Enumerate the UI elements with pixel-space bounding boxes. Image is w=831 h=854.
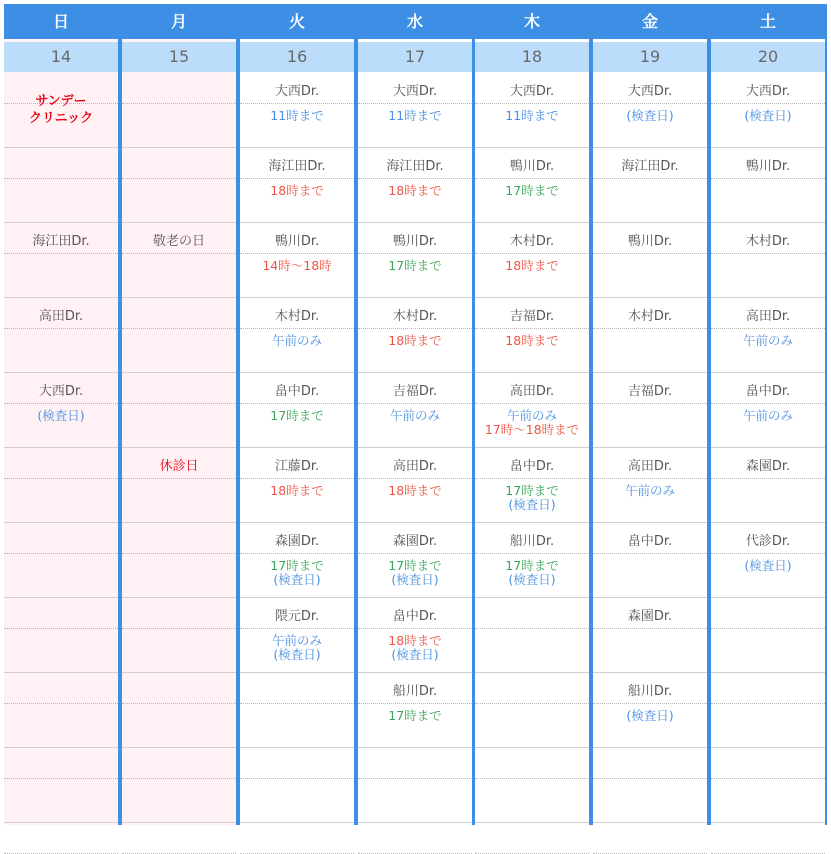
slot-divider [4, 747, 118, 748]
slot-dotted-divider [593, 253, 707, 254]
doctor-name: 高田Dr. [509, 384, 555, 399]
slot-divider [711, 672, 825, 673]
slot-dotted-divider [593, 478, 707, 479]
hours-note-line: 18時まで [505, 333, 559, 348]
slot-divider [122, 822, 236, 823]
slot-dotted-divider [475, 478, 589, 479]
hours-note [358, 634, 472, 662]
doctor-name: 海江田Dr. [268, 159, 326, 174]
slot-dotted-divider [593, 103, 707, 104]
hours-note [4, 409, 118, 423]
hours-note-line: 17時まで [388, 258, 442, 273]
doctor-name: 大西Dr. [274, 84, 320, 99]
slot-divider [475, 672, 589, 673]
slot-dotted-divider [4, 628, 118, 629]
day-column [358, 4, 472, 825]
hours-note-line: (検査日) [273, 572, 321, 587]
hours-note-line: (検査日) [508, 572, 556, 587]
slot-dotted-divider [4, 703, 118, 704]
slot-divider [475, 147, 589, 148]
slot-divider [122, 522, 236, 523]
hours-note-line: 午前のみ [389, 408, 440, 423]
slot-dotted-divider [358, 778, 472, 779]
slot-divider [593, 822, 707, 823]
slot-dotted-divider [593, 328, 707, 329]
doctor-name: 木村Dr. [509, 234, 555, 249]
hours-note [711, 334, 825, 348]
hours-note-line: (検査日) [391, 647, 439, 662]
slot-dotted-divider [122, 778, 236, 779]
slot-dotted-divider [711, 553, 825, 554]
slot-divider [4, 147, 118, 148]
doctor-name: 木村Dr. [274, 309, 320, 324]
slot-divider [358, 447, 472, 448]
hours-note-line: 11時まで [388, 108, 442, 123]
slot-divider [593, 372, 707, 373]
day-column [4, 4, 118, 825]
hours-note [475, 109, 589, 123]
hours-note [475, 409, 589, 437]
slot-dotted-divider [240, 328, 354, 329]
hours-note [475, 559, 589, 587]
slot-divider [122, 672, 236, 673]
day-column [240, 4, 354, 825]
slot-divider [240, 597, 354, 598]
doctor-name: 木村Dr. [745, 234, 791, 249]
weekday-header: 日 [4, 4, 118, 39]
slot-dotted-divider [4, 178, 118, 179]
slot-dotted-divider [475, 253, 589, 254]
slot-divider [122, 147, 236, 148]
doctor-name: 江藤Dr. [274, 459, 320, 474]
doctor-name: 高田Dr. [745, 309, 791, 324]
slot-dotted-divider [240, 253, 354, 254]
hours-note [593, 484, 707, 498]
hours-note [240, 559, 354, 587]
doctor-name: 木村Dr. [627, 309, 673, 324]
hours-note-line: (検査日) [391, 572, 439, 587]
slot-divider [4, 822, 118, 823]
slot-divider [593, 747, 707, 748]
slot-divider [4, 447, 118, 448]
slot-dotted-divider [711, 478, 825, 479]
doctor-name: 大西Dr. [627, 84, 673, 99]
doctor-name: 代診Dr. [745, 534, 791, 549]
doctor-name: 畠中Dr. [274, 384, 320, 399]
slot-dotted-divider [593, 628, 707, 629]
slot-dotted-divider [358, 178, 472, 179]
doctor-name: 船川Dr. [392, 684, 438, 699]
hours-note-line: 17時まで [388, 708, 442, 723]
hours-note-line: 18時まで [388, 333, 442, 348]
slot-divider [475, 372, 589, 373]
hours-note-line: 18時まで [270, 183, 324, 198]
slot-divider [711, 222, 825, 223]
hours-note-line: 18時まで [270, 483, 324, 498]
slot-divider [711, 297, 825, 298]
doctor-name: 畠中Dr. [745, 384, 791, 399]
doctor-name: 吉福Dr. [627, 384, 673, 399]
doctor-name: 吉福Dr. [392, 384, 438, 399]
slot-dotted-divider [593, 703, 707, 704]
hours-note-line: 午前のみ [742, 408, 793, 423]
weekday-header: 木 [475, 4, 589, 39]
hours-note [711, 109, 825, 123]
doctor-name: 森園Dr. [627, 609, 673, 624]
hours-note [358, 484, 472, 498]
hours-note-line: 17時まで [270, 408, 324, 423]
slot-dotted-divider [475, 103, 589, 104]
hours-note [240, 334, 354, 348]
doctor-name: 大西Dr. [745, 84, 791, 99]
slot-divider [475, 222, 589, 223]
slot-divider [358, 297, 472, 298]
slot-dotted-divider [475, 778, 589, 779]
date-cell: 14 [4, 42, 118, 72]
doctor-name: 鴨川Dr. [274, 234, 320, 249]
hours-note-line: 午前のみ [742, 333, 793, 348]
weekday-header: 土 [711, 4, 825, 39]
slot-divider [4, 597, 118, 598]
hours-note [358, 334, 472, 348]
slot-dotted-divider [240, 103, 354, 104]
slot-divider [240, 147, 354, 148]
slot-divider [4, 297, 118, 298]
slot-divider [711, 447, 825, 448]
slot-divider [358, 822, 472, 823]
doctor-name: 船川Dr. [627, 684, 673, 699]
hours-note-line: 17時まで [505, 483, 559, 498]
slot-dotted-divider [4, 778, 118, 779]
slot-dotted-divider [711, 178, 825, 179]
slot-divider [711, 822, 825, 823]
hours-note [240, 409, 354, 423]
slot-dotted-divider [240, 178, 354, 179]
slot-divider [475, 747, 589, 748]
slot-divider [711, 522, 825, 523]
slot-divider [240, 747, 354, 748]
slot-divider [593, 297, 707, 298]
slot-divider [240, 822, 354, 823]
slot-dotted-divider [593, 553, 707, 554]
slot-divider [122, 747, 236, 748]
hours-note [475, 259, 589, 273]
slot-dotted-divider [4, 478, 118, 479]
slot-divider [358, 672, 472, 673]
slot-divider [593, 147, 707, 148]
slot-divider [475, 822, 589, 823]
slot-dotted-divider [711, 703, 825, 704]
hours-note-line: 18時まで [388, 633, 442, 648]
slot-dotted-divider [475, 328, 589, 329]
hours-note [358, 259, 472, 273]
slot-dotted-divider [4, 253, 118, 254]
hours-note-line: 18時まで [505, 258, 559, 273]
hours-note-line: 17時～18時まで [484, 422, 580, 437]
hours-note-line: 11時まで [505, 108, 559, 123]
slot-dotted-divider [475, 703, 589, 704]
day-column [122, 4, 236, 825]
doctor-name: 鴨川Dr. [392, 234, 438, 249]
slot-divider [711, 372, 825, 373]
slot-dotted-divider [122, 178, 236, 179]
slot-dotted-divider [122, 628, 236, 629]
hours-note-line: 18時まで [388, 483, 442, 498]
slot-dotted-divider [593, 403, 707, 404]
doctor-name: 大西Dr. [509, 84, 555, 99]
slot-dotted-divider [4, 328, 118, 329]
slot-divider [358, 147, 472, 148]
doctor-name: 高田Dr. [627, 459, 673, 474]
hours-note-line: 17時まで [270, 558, 324, 573]
slot-divider [593, 222, 707, 223]
doctor-name: 森園Dr. [745, 459, 791, 474]
hours-note-line: (検査日) [508, 497, 556, 512]
slot-divider [711, 597, 825, 598]
slot-dotted-divider [358, 253, 472, 254]
slot-dotted-divider [711, 778, 825, 779]
slot-divider [4, 522, 118, 523]
slot-dotted-divider [4, 553, 118, 554]
slot-divider [240, 222, 354, 223]
hours-note-line: (検査日) [626, 708, 674, 723]
hours-note [475, 334, 589, 348]
hours-note-line: 18時まで [388, 183, 442, 198]
slot-dotted-divider [122, 553, 236, 554]
hours-note-line: 17時まで [505, 558, 559, 573]
day-column [475, 4, 589, 825]
slot-dotted-divider [122, 403, 236, 404]
slot-dotted-divider [358, 628, 472, 629]
slot-divider [358, 522, 472, 523]
slot-dotted-divider [475, 403, 589, 404]
hours-note [358, 184, 472, 198]
slot-divider [122, 597, 236, 598]
hours-note-line: 午前のみ [271, 333, 322, 348]
doctor-name: 船川Dr. [509, 534, 555, 549]
slot-dotted-divider [240, 778, 354, 779]
slot-divider [122, 297, 236, 298]
day-column [711, 4, 825, 825]
slot-dotted-divider [122, 328, 236, 329]
doctor-name: 鴨川Dr. [509, 159, 555, 174]
doctor-name: 大西Dr. [392, 84, 438, 99]
slot-divider [711, 747, 825, 748]
doctor-name: 海江田Dr. [386, 159, 444, 174]
slot-divider [122, 447, 236, 448]
hours-note-line: (検査日) [626, 108, 674, 123]
slot-divider [240, 297, 354, 298]
hours-note [475, 184, 589, 198]
holiday-label: 敬老の日 [152, 234, 205, 249]
slot-dotted-divider [711, 403, 825, 404]
slot-divider [358, 747, 472, 748]
hours-note [593, 709, 707, 723]
slot-dotted-divider [358, 478, 472, 479]
slot-divider [475, 297, 589, 298]
hours-note [358, 559, 472, 587]
slot-divider [122, 372, 236, 373]
hours-note-line: (検査日) [744, 108, 792, 123]
doctor-name: 海江田Dr. [621, 159, 679, 174]
doctor-name: 海江田Dr. [32, 234, 90, 249]
hours-note [240, 484, 354, 498]
slot-dotted-divider [358, 103, 472, 104]
doctor-name: 畠中Dr. [392, 609, 438, 624]
date-cell: 16 [240, 42, 354, 72]
doctor-name: 高田Dr. [38, 309, 84, 324]
slot-dotted-divider [475, 178, 589, 179]
slot-dotted-divider [240, 403, 354, 404]
slot-dotted-divider [711, 628, 825, 629]
doctor-name: 鴨川Dr. [745, 159, 791, 174]
hours-note [240, 634, 354, 662]
hours-note-line: 午前のみ [624, 483, 675, 498]
hours-note [711, 409, 825, 423]
doctor-name: 隈元Dr. [274, 609, 320, 624]
slot-dotted-divider [122, 478, 236, 479]
weekday-header: 月 [122, 4, 236, 39]
weekly-doctor-schedule [4, 4, 827, 825]
weekday-header: 金 [593, 4, 707, 39]
date-cell: 18 [475, 42, 589, 72]
slot-dotted-divider [240, 553, 354, 554]
slot-dotted-divider [593, 178, 707, 179]
slot-dotted-divider [122, 703, 236, 704]
doctor-name: 大西Dr. [38, 384, 84, 399]
slot-dotted-divider [122, 253, 236, 254]
doctor-name: 鴨川Dr. [627, 234, 673, 249]
slot-divider [240, 522, 354, 523]
slot-divider [475, 447, 589, 448]
hours-note [593, 109, 707, 123]
hours-note [240, 109, 354, 123]
slot-divider [358, 372, 472, 373]
hours-note [711, 559, 825, 573]
slot-divider [593, 672, 707, 673]
hours-note-line: (検査日) [37, 408, 85, 423]
hours-note [358, 409, 472, 423]
doctor-name: 森園Dr. [392, 534, 438, 549]
weekday-header: 火 [240, 4, 354, 39]
hours-note [240, 259, 354, 273]
hours-note-line: 午前のみ [271, 633, 322, 648]
slot-dotted-divider [358, 403, 472, 404]
hours-note [240, 184, 354, 198]
slot-dotted-divider [240, 628, 354, 629]
slot-divider [122, 222, 236, 223]
closed-day-label: 休診日 [159, 459, 199, 474]
hours-note [358, 109, 472, 123]
hours-note-line: 午前のみ [506, 408, 557, 423]
slot-dotted-divider [711, 328, 825, 329]
hours-note-line: 11時まで [270, 108, 324, 123]
slot-dotted-divider [240, 703, 354, 704]
doctor-name: 木村Dr. [392, 309, 438, 324]
hours-note-line: (検査日) [273, 647, 321, 662]
slot-divider [475, 522, 589, 523]
doctor-name: 畠中Dr. [509, 459, 555, 474]
slot-dotted-divider [475, 628, 589, 629]
hours-note-line: 17時まで [388, 558, 442, 573]
slot-divider [475, 597, 589, 598]
slot-dotted-divider [4, 403, 118, 404]
doctor-name: 吉福Dr. [509, 309, 555, 324]
weekday-header: 水 [358, 4, 472, 39]
hours-note-line: 17時まで [505, 183, 559, 198]
hours-note-line: (検査日) [744, 558, 792, 573]
hours-note [475, 484, 589, 512]
slot-divider [4, 222, 118, 223]
slot-dotted-divider [358, 553, 472, 554]
slot-dotted-divider [358, 328, 472, 329]
hours-note-line: 14時～18時 [262, 258, 332, 273]
date-cell: 19 [593, 42, 707, 72]
slot-divider [593, 447, 707, 448]
slot-dotted-divider [122, 103, 236, 104]
slot-divider [358, 222, 472, 223]
slot-divider [593, 597, 707, 598]
slot-dotted-divider [475, 553, 589, 554]
doctor-name: 高田Dr. [392, 459, 438, 474]
slot-divider [4, 672, 118, 673]
date-cell: 15 [122, 42, 236, 72]
sunday-clinic-label: サンデー [35, 94, 87, 109]
slot-dotted-divider [711, 253, 825, 254]
doctor-name: 森園Dr. [274, 534, 320, 549]
doctor-name: 畠中Dr. [627, 534, 673, 549]
slot-divider [711, 147, 825, 148]
hours-note [358, 709, 472, 723]
slot-dotted-divider [711, 103, 825, 104]
date-cell: 20 [711, 42, 825, 72]
sunday-clinic-label: クリニック [28, 111, 94, 126]
slot-divider [240, 372, 354, 373]
slot-divider [240, 447, 354, 448]
slot-divider [593, 522, 707, 523]
slot-dotted-divider [593, 778, 707, 779]
slot-divider [358, 597, 472, 598]
date-cell: 17 [358, 42, 472, 72]
slot-dotted-divider [240, 478, 354, 479]
day-column [593, 4, 707, 825]
slot-dotted-divider [358, 703, 472, 704]
slot-divider [240, 672, 354, 673]
slot-divider [4, 372, 118, 373]
